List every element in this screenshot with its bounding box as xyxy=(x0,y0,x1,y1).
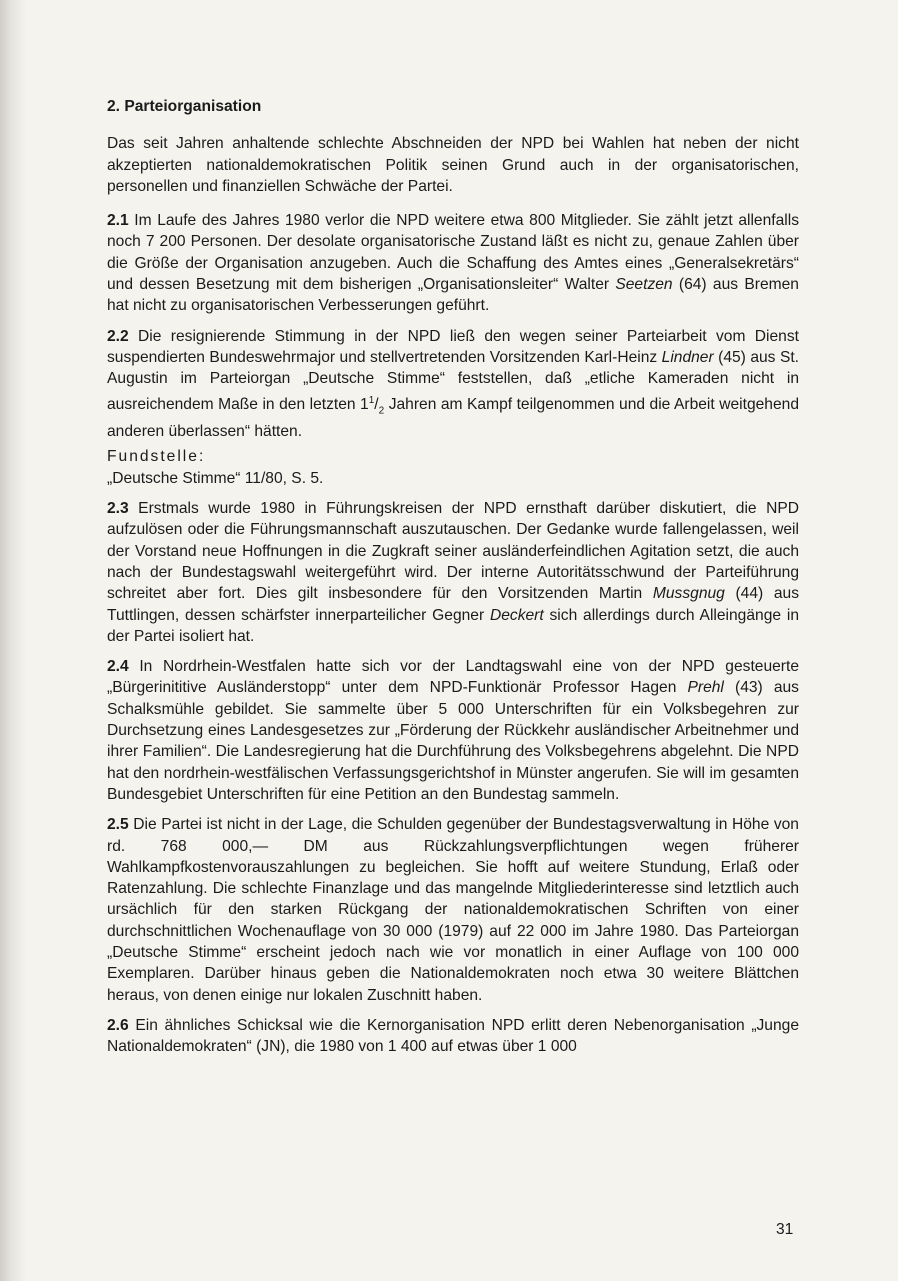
paragraph-2-3: 2.3 Erstmals wurde 1980 in Führungskreisen der NPD ernsthaft darüber diskutiert, die NPD aufzulösen oder die Führungsmannschaft auszutauschen. Der Gedanke wurde fallengelassen, weil der Vorstand neue Hoffnungen in die Zugkraft seiner ausländerfeindlichen Agitation setzt, die auch nach der Bundestagswahl weitergeführt wird. Der interne Autoritätsschwund der Parteiführung schreitet aber fort. Dies gilt insbesondere für den Vorsitzenden Martin Mussgnug (44) aus Tuttlingen, dessen schärfster innerparteilicher Gegner Deckert sich allerdings durch Alleingänge in der Partei isoliert hat. xyxy=(107,500,799,645)
page-edge-shadow xyxy=(0,0,26,1281)
paragraph-2-2: 2.2 Die resignierende Stimmung in der NPD ließ den wegen seiner Parteiarbeit vom Dienst suspendierten Bundeswehrmajor und stellvertretenden Vorsitzenden Karl-Heinz Lindner (45) aus St. Augustin im Parteiorgan „Deutsche Stimme“ feststellen, daß „etliche Kameraden nicht in ausreichendem Maße in den letzten $1^1/_2$ Jahren am Kampf teilgenommen und die Arbeit weitgehend anderen überlassen“ hätten. xyxy=(107,327,800,441)
fraction-numerator: 1 xyxy=(368,394,375,406)
section-heading: 2. Parteiorganisation xyxy=(107,98,262,115)
person-name: Lindner xyxy=(661,348,714,366)
person-name: Prehl xyxy=(687,679,724,697)
paragraph-number: 2.6 xyxy=(107,1016,129,1034)
paragraph-number: 2.3 xyxy=(107,500,129,518)
intro-paragraph: Das seit Jahren anhaltende schlechte Abschneiden der NPD bei Wahlen hat neben der nicht akzeptierten nationaldemokratischen Politik seinen Grund auch in der organisatorischen, personellen und finanziellen Schwäche der Partei. xyxy=(107,135,799,195)
paragraph-2-5: 2.5 Die Partei ist nicht in der Lage, die Schulden gegenüber der Bundestagsverwaltung in Höhe von rd. 768 000,— DM aus Rückzahlungsverpflichtungen wegen früherer Wahlkampfkostenvorauszahlungen zu begleichen. Sie hofft auf weitere Stundung, Erlaß oder Ratenzahlung. Die schlechte Finanzlage und das mangelnde Mitgliederinteresse sind letztlich auch ursächlich für den starken Rückgang der nationaldemokratischen Schriften von einer durchschnittlichen Wochenauflage von 30 000 (1979) auf 22 000 im Jahre 1980. Das Parteiorgan „Deutsche Stimme“ erscheint jedoch nach wie vor monatlich in einer Auflage von 100 000 Exemplaren. Darüber hinaus geben die Nationaldemokraten noch etwa 30 weitere Blättchen heraus, von denen einige nur lokalen Zuschnitt haben. xyxy=(107,816,799,1004)
person-name: Seetzen xyxy=(615,276,673,294)
paragraph-number: 2.1 xyxy=(107,212,129,230)
fundstelle-reference: „Deutsche Stimme“ 11/80, S. 5. xyxy=(107,469,324,487)
paragraph-2-4: 2.4 In Nordrhein-Westfalen hatte sich vor der Landtagswahl eine von der NPD gesteuerte „Bürgerinititive Ausländerstopp“ unter dem NPD-Funktionär Professor Hagen Prehl (43) aus Schalksmühle gebildet. Sie sammelte über 5 000 Unterschriften für ein Volksbegehren zur Durchsetzung eines Landesgesetzes zur „Förderung der Rückkehr ausländischer Arbeitnehmer und ihrer Familien“. Die Landesregierung hat die Durchführung des Volksbegehrens abgelehnt. Die NPD hat den nordrhein-westfälischen Verfassungsgerichtshof in Münster angerufen. Sie will im gesamten Bundesgebiet Unterschriften für eine Petition an den Bundestag sammeln. xyxy=(107,658,799,803)
paragraph-number: 2.4 xyxy=(107,658,129,676)
fraction-slash: / xyxy=(374,395,379,413)
paragraph-number: 2.2 xyxy=(107,327,129,345)
person-name: Mussgnug xyxy=(652,585,725,603)
fundstelle-label: Fundstelle: xyxy=(107,448,206,466)
paragraph-2-6: 2.6 Ein ähnliches Schicksal wie die Kernorganisation NPD erlitt deren Nebenorganisation „Junge Nationaldemokraten“ (JN), die 1980 von 1 400 auf etwas über 1 000 xyxy=(107,1016,799,1056)
paragraph-number: 2.5 xyxy=(107,816,129,834)
page-number: 31 xyxy=(776,1221,794,1238)
person-name: Deckert xyxy=(489,606,544,624)
paragraph-2-1: 2.1 Im Laufe des Jahres 1980 verlor die NPD weitere etwa 800 Mitglieder. Sie zählt jetzt allenfalls noch 7 200 Personen. Der desolate organisatorische Zustand läßt es nicht zu, genaue Zahlen über die Größe der Organisation anzugeben. Auch die Schaffung des Amtes eines „Generalsekretärs“ und dessen Besetzung mit dem bisherigen „Organisationsleiter“ Walter Seetzen (64) aus Bremen hat nicht zu organisatorischen Verbesserungen geführt. xyxy=(107,212,799,315)
document-body xyxy=(107,96,799,1066)
fraction-denominator: 2 xyxy=(378,404,385,416)
